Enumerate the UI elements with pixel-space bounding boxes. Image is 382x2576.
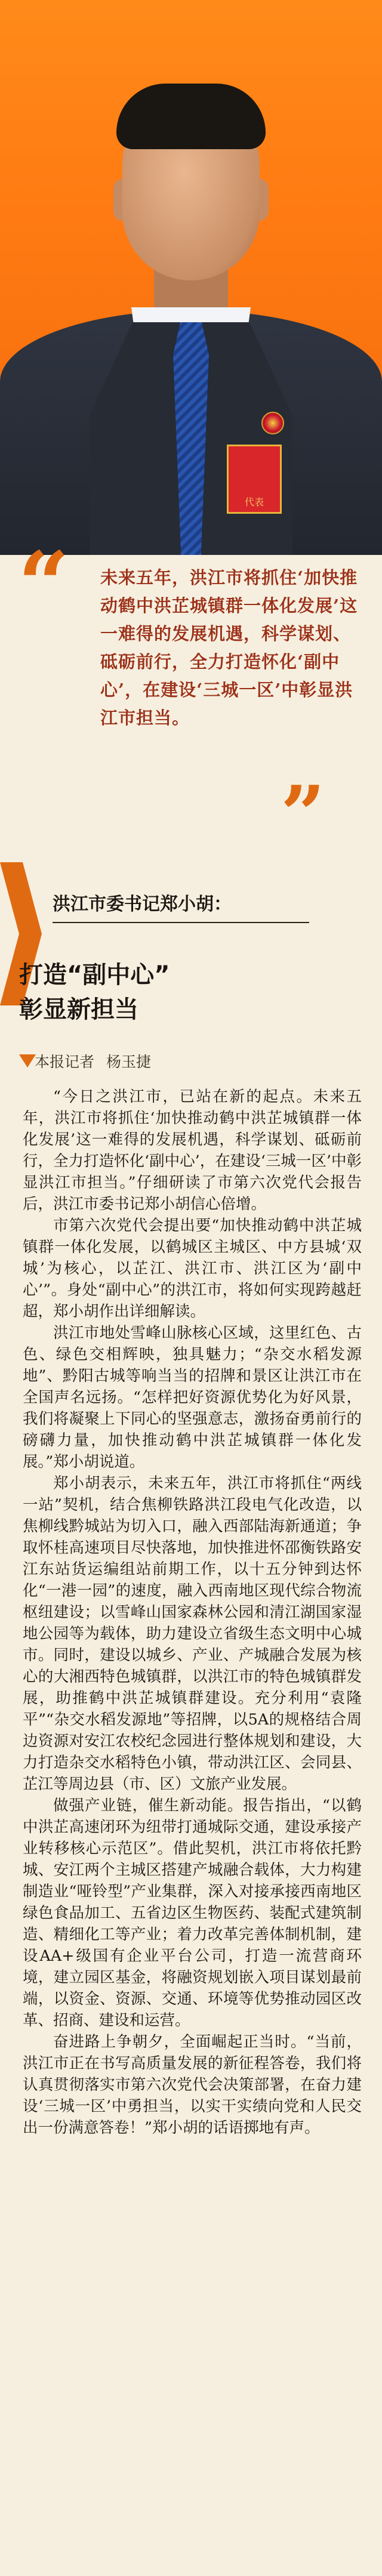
pull-quote: 未来五年，洪江市将抓住‘加快推动鹤中洪芷城镇群一体化发展’这一难得的发展机遇，科学谋划、砥砺前行，全力打造怀化‘副中心’，在建设‘三城一区’中彰显洪江市担当。 [100, 567, 358, 728]
paragraph: 郑小胡表示，未来五年，洪江市将抓住“两线一站”契机，结合焦柳铁路洪江段电气化改造，以焦柳线黔城站为切入口，融入西部陆海新通道；争取怀桂高速项目尽快落地，加快推进怀邵衡铁路安江东站货运编组站前期工作，以十五分钟到达怀化“一港一园”的速度，融入西南地区现代综合物流枢纽建设；以雪峰山国家森林公园和清江湖国家湿地公园等为载体，助力建设立省级生态文明中心城市。同时，建设以城乡、产业、产城融合发展为核心的大湘西特色城镇群，以洪江市的特色城镇群发展，助推鹤中洪芷城镇群建设。充分利用“袁隆平”“杂交水稻发源地”等招牌，以5A的规格结合周边资源对安江农校纪念园进行整体规划和建设，大力打造杂交水稻特色小镇，带动洪江区、会同县、芷江等周边县（市、区）文旅产业发展。 [23, 1474, 362, 1793]
paragraph: “今日之洪江市，已站在新的起点。未来五年，洪江市将抓住‘加快推动鹤中洪芷城镇群一体化发展’这一难得的发展机遇，科学谋划、砥砺前行，全力打造怀化‘副中心’，在建设‘三城一区’中彰显洪江市担当。”仔细研读了市第六次党代会报告后，洪江市委书记郑小胡信心倍增。 [23, 1088, 362, 1213]
delegate-badge-label: 代表 [244, 496, 264, 508]
paragraph: 奋进路上争朝夕，全面崛起正当时。“当前，洪江市正在书写高质量发展的新征程答卷，我们将认真贯彻落实市第六次党代会决策部署，在奋力建设‘三城一区’中勇担当，以实干实绩向党和人民交出一份满意答卷！”郑小胡的话语掷地有声。 [23, 2033, 362, 2137]
article-body [23, 1086, 362, 2139]
close-quote-icon: ” [281, 769, 325, 860]
paragraph: 市第六次党代会提出要“加快推动鹤中洪芷城镇群一体化发展，以鹤城区主城区、中方县城‘双城’为核心，以芷江、洪江市、洪江区为‘副中心’”。身处“副中心”的洪江市，将如何实现跨越赶超，郑小胡作出详细解读。 [23, 1217, 362, 1321]
portrait-photo [0, 0, 382, 555]
open-quote-icon: “ [18, 532, 70, 637]
triangle-marker-icon [19, 1054, 36, 1068]
headline-line-1: 打造“副中心” [19, 961, 170, 989]
delegate-badge [227, 445, 282, 514]
hair [116, 84, 266, 149]
headline [19, 958, 270, 1027]
paragraph: 洪江市地处雪峰山脉核心区域，这里红色、古色、绿色交相辉映，独具魅力；“杂交水稻发源地”、黔阳古城等响当当的招牌和景区让洪江市在全国声名远扬。“怎样把好资源优势化为好风景，我们将凝聚上下同心的坚强意志，激扬奋勇前行的磅礴力量，加快推动鹤中洪芷城镇群一体化发展。”郑小胡说道。 [23, 1324, 362, 1471]
divider [53, 922, 309, 923]
reporter-label: 本报记者 [35, 1053, 95, 1070]
paragraph: 做强产业链，催生新动能。报告指出，“以鹤中洪芷高速闭环为纽带打通城际交通，建设承接产业转移核心示范区”。借此契机，洪江市将依托黔城、安江两个主城区搭建产城融合载体，大力构建制造业“哑铃型”产业集群，深入对接承接西南地区绿色食品加工、五省边区生物医药、装配式建筑制造、精细化工等产业；着力改革完善体制机制，建设AA+级国有企业平台公司，打造一流营商环境，建立园区基金，将融资规划嵌入项目谋划最前端，以资金、资源、交通、环境等优势推动园区改革、招商、建设和运营。 [23, 1797, 362, 2029]
headline-line-2: 彰显新担当 [19, 996, 138, 1023]
byline-title: 洪江市委书记郑小胡： [53, 894, 232, 915]
reporter-name: 杨玉捷 [106, 1053, 152, 1070]
party-pin-icon [261, 412, 284, 434]
reporter-line [35, 1050, 151, 1072]
